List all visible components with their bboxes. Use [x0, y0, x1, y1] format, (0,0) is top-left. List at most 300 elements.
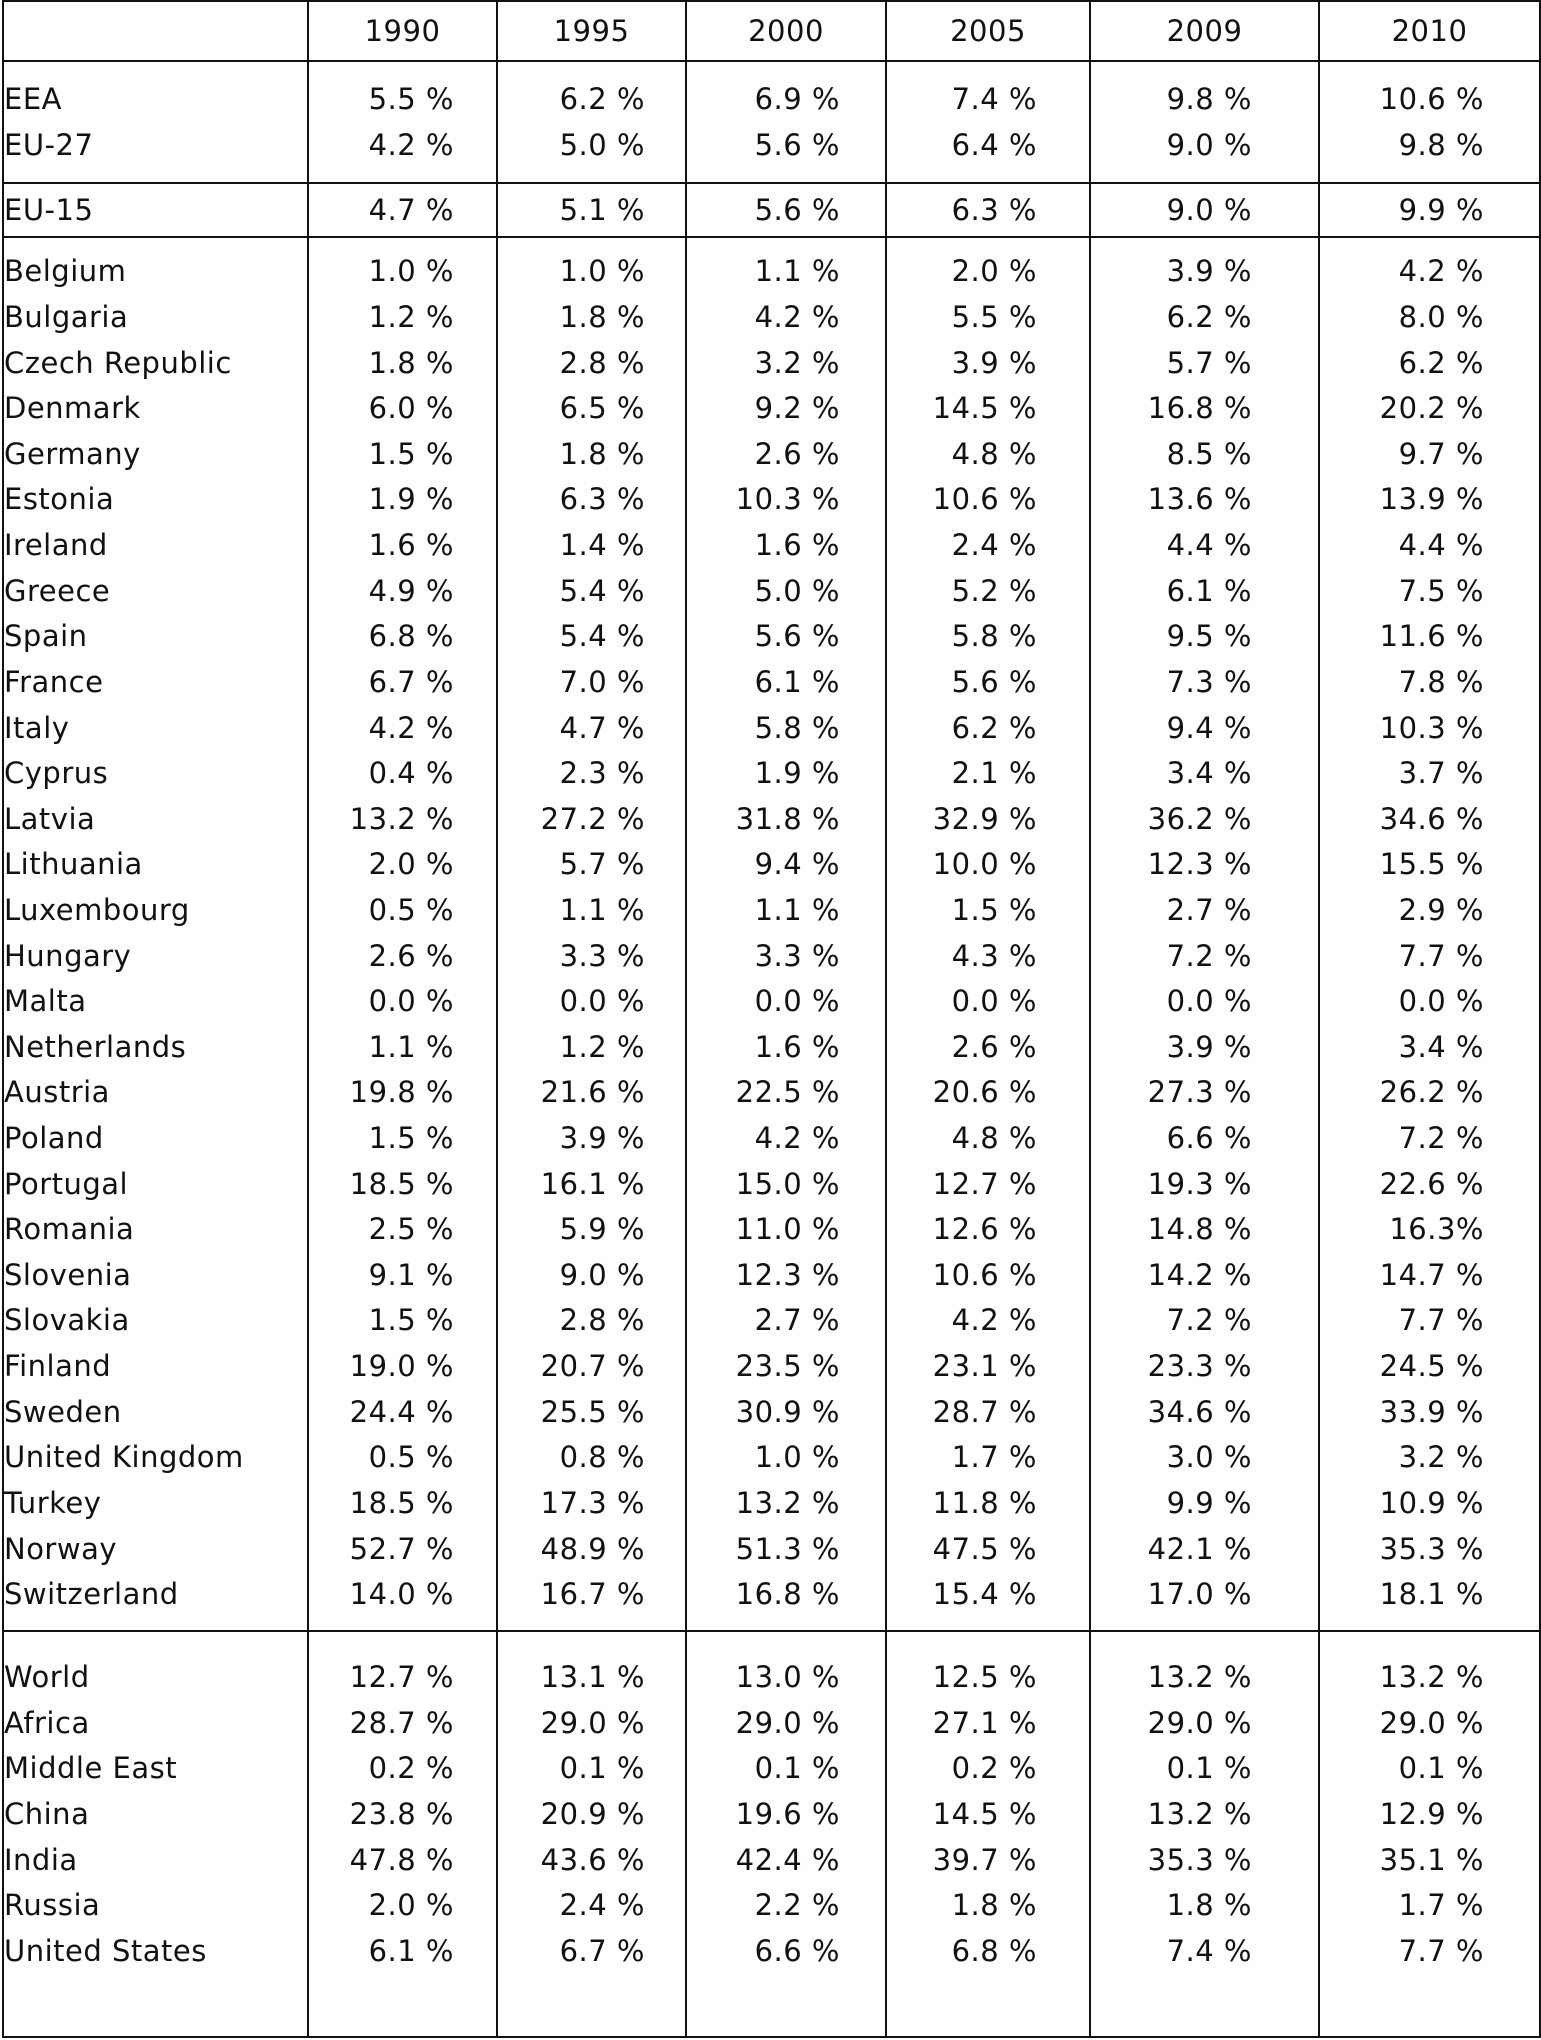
row-label: Romania	[3, 1206, 308, 1252]
value-cell: 10.6 %	[886, 477, 1090, 523]
value-cell: 23.8 %	[308, 1791, 497, 1837]
value-cell: 10.0 %	[886, 842, 1090, 888]
table-row	[3, 796, 1540, 842]
value-cell: 15.5 %	[1319, 842, 1540, 888]
value-cell: 4.7 %	[497, 705, 686, 751]
table-row	[3, 477, 1540, 523]
table-row	[3, 705, 1540, 751]
table-row	[3, 1115, 1540, 1161]
value-cell: 13.2 %	[1319, 1631, 1540, 1700]
value-cell: 31.8 %	[686, 796, 886, 842]
value-cell: 1.8 %	[886, 1882, 1090, 1928]
value-cell: 0.0 %	[308, 978, 497, 1024]
value-cell: 3.4 %	[1319, 1024, 1540, 1070]
value-cell: 6.3 %	[497, 477, 686, 523]
value-cell: 35.3 %	[1090, 1837, 1319, 1883]
table-row	[3, 1343, 1540, 1389]
value-cell: 5.6 %	[686, 122, 886, 183]
value-cell: 5.8 %	[686, 705, 886, 751]
value-cell: 3.2 %	[1319, 1434, 1540, 1480]
value-cell: 5.2 %	[886, 568, 1090, 614]
table-row	[3, 385, 1540, 431]
value-cell: 2.2 %	[686, 1882, 886, 1928]
row-label: Belgium	[3, 237, 308, 294]
table-row	[3, 933, 1540, 979]
value-cell: 1.4 %	[497, 522, 686, 568]
row-label: Poland	[3, 1115, 308, 1161]
value-cell: 4.4 %	[1090, 522, 1319, 568]
value-cell: 29.0 %	[1319, 1700, 1540, 1746]
value-cell: 6.1 %	[1090, 568, 1319, 614]
value-cell: 12.5 %	[886, 1631, 1090, 1700]
value-cell: 0.0 %	[497, 978, 686, 1024]
spacer-row	[3, 1974, 1540, 2037]
value-cell: 20.9 %	[497, 1791, 686, 1837]
value-cell: 1.8 %	[308, 340, 497, 386]
value-cell: 9.5 %	[1090, 614, 1319, 660]
value-cell: 10.6 %	[886, 1252, 1090, 1298]
value-cell: 1.0 %	[497, 237, 686, 294]
value-cell: 20.7 %	[497, 1343, 686, 1389]
value-cell: 15.4 %	[886, 1571, 1090, 1630]
value-cell: 0.1 %	[1319, 1746, 1540, 1792]
value-cell: 7.3 %	[1090, 659, 1319, 705]
table-row	[3, 1631, 1540, 1700]
value-cell: 6.2 %	[886, 705, 1090, 751]
value-cell: 13.2 %	[1090, 1791, 1319, 1837]
value-cell: 2.9 %	[1319, 887, 1540, 933]
table-row	[3, 522, 1540, 568]
value-cell: 5.7 %	[1090, 340, 1319, 386]
value-cell: 6.8 %	[886, 1928, 1090, 1974]
table-row	[3, 614, 1540, 660]
value-cell: 12.3 %	[1090, 842, 1319, 888]
value-cell: 0.5 %	[308, 887, 497, 933]
value-cell: 5.4 %	[497, 568, 686, 614]
value-cell: 1.0 %	[686, 1434, 886, 1480]
value-cell: 16.7 %	[497, 1571, 686, 1630]
value-cell: 2.6 %	[686, 431, 886, 477]
value-cell: 2.7 %	[686, 1298, 886, 1344]
countries-section	[3, 237, 1540, 1630]
value-cell: 6.6 %	[1090, 1115, 1319, 1161]
value-cell: 1.1 %	[308, 1024, 497, 1070]
value-cell: 8.0 %	[1319, 294, 1540, 340]
value-cell: 12.9 %	[1319, 1791, 1540, 1837]
value-cell: 34.6 %	[1090, 1389, 1319, 1435]
renewables-share-table	[2, 0, 1541, 2038]
table-row	[3, 1700, 1540, 1746]
aggregates-section	[3, 61, 1540, 183]
value-cell: 1.8 %	[497, 431, 686, 477]
value-cell: 35.3 %	[1319, 1526, 1540, 1572]
value-cell: 1.1 %	[497, 887, 686, 933]
value-cell: 13.2 %	[686, 1480, 886, 1526]
row-label: Malta	[3, 978, 308, 1024]
header-row	[3, 1, 1540, 61]
value-cell: 1.6 %	[308, 522, 497, 568]
value-cell: 1.2 %	[497, 1024, 686, 1070]
value-cell: 3.3 %	[686, 933, 886, 979]
value-cell: 32.9 %	[886, 796, 1090, 842]
value-cell: 1.1 %	[686, 237, 886, 294]
table-row	[3, 1161, 1540, 1207]
empty-cell	[308, 1974, 497, 2037]
value-cell: 3.9 %	[497, 1115, 686, 1161]
value-cell: 2.0 %	[308, 1882, 497, 1928]
value-cell: 6.2 %	[1319, 340, 1540, 386]
value-cell: 16.8 %	[1090, 385, 1319, 431]
value-cell: 47.8 %	[308, 1837, 497, 1883]
row-label: Turkey	[3, 1480, 308, 1526]
value-cell: 9.8 %	[1090, 61, 1319, 122]
table-row	[3, 750, 1540, 796]
row-label: India	[3, 1837, 308, 1883]
table-row	[3, 978, 1540, 1024]
row-label: United Kingdom	[3, 1434, 308, 1480]
value-cell: 4.7 %	[308, 183, 497, 237]
value-cell: 14.2 %	[1090, 1252, 1319, 1298]
value-cell: 19.0 %	[308, 1343, 497, 1389]
value-cell: 3.7 %	[1319, 750, 1540, 796]
row-label: Denmark	[3, 385, 308, 431]
value-cell: 13.0 %	[686, 1631, 886, 1700]
value-cell: 27.1 %	[886, 1700, 1090, 1746]
value-cell: 52.7 %	[308, 1526, 497, 1572]
empty-cell	[886, 1974, 1090, 2037]
value-cell: 4.4 %	[1319, 522, 1540, 568]
value-cell: 6.4 %	[886, 122, 1090, 183]
row-label: United States	[3, 1928, 308, 1974]
value-cell: 6.1 %	[686, 659, 886, 705]
table-row	[3, 1882, 1540, 1928]
value-cell: 9.7 %	[1319, 431, 1540, 477]
value-cell: 7.7 %	[1319, 933, 1540, 979]
value-cell: 5.9 %	[497, 1206, 686, 1252]
row-label: EEA	[3, 61, 308, 122]
value-cell: 1.5 %	[308, 1115, 497, 1161]
value-cell: 0.0 %	[1319, 978, 1540, 1024]
row-label: Lithuania	[3, 842, 308, 888]
value-cell: 7.2 %	[1090, 933, 1319, 979]
row-label: Slovenia	[3, 1252, 308, 1298]
table-row	[3, 1434, 1540, 1480]
empty-cell	[1319, 1974, 1540, 2037]
value-cell: 7.7 %	[1319, 1928, 1540, 1974]
table-row	[3, 61, 1540, 122]
value-cell: 4.2 %	[308, 122, 497, 183]
value-cell: 24.4 %	[308, 1389, 497, 1435]
value-cell: 2.1 %	[886, 750, 1090, 796]
value-cell: 14.0 %	[308, 1571, 497, 1630]
table-row	[3, 842, 1540, 888]
value-cell: 1.5 %	[308, 431, 497, 477]
table-row	[3, 1298, 1540, 1344]
value-cell: 7.4 %	[1090, 1928, 1319, 1974]
empty-cell	[686, 1974, 886, 2037]
value-cell: 12.7 %	[886, 1161, 1090, 1207]
value-cell: 20.6 %	[886, 1070, 1090, 1116]
row-label: Estonia	[3, 477, 308, 523]
row-label: Switzerland	[3, 1571, 308, 1630]
row-label: Middle East	[3, 1746, 308, 1792]
value-cell: 0.1 %	[497, 1746, 686, 1792]
value-cell: 7.0 %	[497, 659, 686, 705]
value-cell: 17.0 %	[1090, 1571, 1319, 1630]
value-cell: 10.9 %	[1319, 1480, 1540, 1526]
value-cell: 5.6 %	[686, 183, 886, 237]
value-cell: 4.2 %	[308, 705, 497, 751]
year-header: 1995	[497, 1, 686, 61]
value-cell: 1.9 %	[308, 477, 497, 523]
value-cell: 4.3 %	[886, 933, 1090, 979]
value-cell: 3.4 %	[1090, 750, 1319, 796]
value-cell: 43.6 %	[497, 1837, 686, 1883]
value-cell: 3.3 %	[497, 933, 686, 979]
value-cell: 2.8 %	[497, 340, 686, 386]
value-cell: 1.0 %	[308, 237, 497, 294]
value-cell: 3.9 %	[1090, 1024, 1319, 1070]
table-row	[3, 237, 1540, 294]
row-label: Finland	[3, 1343, 308, 1389]
empty-cell	[497, 1974, 686, 2037]
table-row	[3, 1252, 1540, 1298]
table-row	[3, 887, 1540, 933]
value-cell: 0.2 %	[886, 1746, 1090, 1792]
value-cell: 19.6 %	[686, 1791, 886, 1837]
table-row	[3, 1746, 1540, 1792]
value-cell: 6.8 %	[308, 614, 497, 660]
value-cell: 33.9 %	[1319, 1389, 1540, 1435]
value-cell: 13.2 %	[1090, 1631, 1319, 1700]
value-cell: 10.3 %	[686, 477, 886, 523]
value-cell: 17.3 %	[497, 1480, 686, 1526]
row-label: France	[3, 659, 308, 705]
value-cell: 5.4 %	[497, 614, 686, 660]
value-cell: 1.5 %	[308, 1298, 497, 1344]
value-cell: 19.3 %	[1090, 1161, 1319, 1207]
table-row	[3, 340, 1540, 386]
year-header: 2010	[1319, 1, 1540, 61]
value-cell: 29.0 %	[1090, 1700, 1319, 1746]
value-cell: 7.5 %	[1319, 568, 1540, 614]
value-cell: 9.0 %	[497, 1252, 686, 1298]
value-cell: 2.7 %	[1090, 887, 1319, 933]
value-cell: 6.2 %	[497, 61, 686, 122]
value-cell: 9.1 %	[308, 1252, 497, 1298]
value-cell: 13.2 %	[308, 796, 497, 842]
value-cell: 13.6 %	[1090, 477, 1319, 523]
row-label: Netherlands	[3, 1024, 308, 1070]
value-cell: 7.7 %	[1319, 1298, 1540, 1344]
row-label: Russia	[3, 1882, 308, 1928]
value-cell: 0.2 %	[308, 1746, 497, 1792]
value-cell: 35.1 %	[1319, 1837, 1540, 1883]
table-row	[3, 183, 1540, 237]
value-cell: 6.3 %	[886, 183, 1090, 237]
value-cell: 0.8 %	[497, 1434, 686, 1480]
table-row	[3, 1480, 1540, 1526]
value-cell: 3.9 %	[1090, 237, 1319, 294]
value-cell: 12.7 %	[308, 1631, 497, 1700]
value-cell: 11.8 %	[886, 1480, 1090, 1526]
value-cell: 48.9 %	[497, 1526, 686, 1572]
value-cell: 27.3 %	[1090, 1070, 1319, 1116]
value-cell: 29.0 %	[686, 1700, 886, 1746]
value-cell: 4.9 %	[308, 568, 497, 614]
value-cell: 1.6 %	[686, 1024, 886, 1070]
value-cell: 9.2 %	[686, 385, 886, 431]
value-cell: 12.6 %	[886, 1206, 1090, 1252]
value-cell: 4.2 %	[686, 294, 886, 340]
year-header: 2000	[686, 1, 886, 61]
value-cell: 4.8 %	[886, 431, 1090, 477]
value-cell: 23.5 %	[686, 1343, 886, 1389]
value-cell: 9.9 %	[1090, 1480, 1319, 1526]
value-cell: 2.6 %	[886, 1024, 1090, 1070]
value-cell: 13.9 %	[1319, 477, 1540, 523]
value-cell: 6.2 %	[1090, 294, 1319, 340]
table-row	[3, 1070, 1540, 1116]
row-label: China	[3, 1791, 308, 1837]
value-cell: 5.6 %	[686, 614, 886, 660]
value-cell: 26.2 %	[1319, 1070, 1540, 1116]
value-cell: 0.0 %	[1090, 978, 1319, 1024]
value-cell: 3.0 %	[1090, 1434, 1319, 1480]
table-row	[3, 1928, 1540, 1974]
value-cell: 4.2 %	[886, 1298, 1090, 1344]
table-row	[3, 431, 1540, 477]
value-cell: 18.1 %	[1319, 1571, 1540, 1630]
table-row	[3, 568, 1540, 614]
value-cell: 29.0 %	[497, 1700, 686, 1746]
row-label: EU-15	[3, 183, 308, 237]
value-cell: 2.8 %	[497, 1298, 686, 1344]
value-cell: 1.6 %	[686, 522, 886, 568]
row-label: Cyprus	[3, 750, 308, 796]
table-row	[3, 1837, 1540, 1883]
value-cell: 9.9 %	[1319, 183, 1540, 237]
value-cell: 19.8 %	[308, 1070, 497, 1116]
value-cell: 12.3 %	[686, 1252, 886, 1298]
row-label: Sweden	[3, 1389, 308, 1435]
table-row	[3, 122, 1540, 183]
value-cell: 1.1 %	[686, 887, 886, 933]
row-label: EU-27	[3, 122, 308, 183]
table-row	[3, 1571, 1540, 1630]
value-cell: 6.7 %	[308, 659, 497, 705]
value-cell: 51.3 %	[686, 1526, 886, 1572]
value-cell: 0.4 %	[308, 750, 497, 796]
value-cell: 2.3 %	[497, 750, 686, 796]
value-cell: 1.7 %	[1319, 1882, 1540, 1928]
table-row	[3, 659, 1540, 705]
value-cell: 5.5 %	[308, 61, 497, 122]
value-cell: 5.0 %	[686, 568, 886, 614]
row-label: Greece	[3, 568, 308, 614]
value-cell: 24.5 %	[1319, 1343, 1540, 1389]
value-cell: 9.4 %	[686, 842, 886, 888]
row-label: Czech Republic	[3, 340, 308, 386]
value-cell: 2.0 %	[886, 237, 1090, 294]
value-cell: 16.8 %	[686, 1571, 886, 1630]
value-cell: 22.6 %	[1319, 1161, 1540, 1207]
value-cell: 23.3 %	[1090, 1343, 1319, 1389]
empty-cell	[3, 1974, 308, 2037]
value-cell: 9.4 %	[1090, 705, 1319, 751]
value-cell: 1.8 %	[1090, 1882, 1319, 1928]
value-cell: 7.4 %	[886, 61, 1090, 122]
value-cell: 2.4 %	[497, 1882, 686, 1928]
value-cell: 4.8 %	[886, 1115, 1090, 1161]
value-cell: 5.6 %	[886, 659, 1090, 705]
value-cell: 2.0 %	[308, 842, 497, 888]
value-cell: 10.6 %	[1319, 61, 1540, 122]
corner-cell	[3, 1, 308, 61]
year-header: 2009	[1090, 1, 1319, 61]
value-cell: 10.3 %	[1319, 705, 1540, 751]
row-label: Spain	[3, 614, 308, 660]
row-label: Hungary	[3, 933, 308, 979]
value-cell: 0.5 %	[308, 1434, 497, 1480]
value-cell: 47.5 %	[886, 1526, 1090, 1572]
value-cell: 28.7 %	[308, 1700, 497, 1746]
value-cell: 7.2 %	[1319, 1115, 1540, 1161]
value-cell: 3.9 %	[886, 340, 1090, 386]
value-cell: 2.5 %	[308, 1206, 497, 1252]
value-cell: 34.6 %	[1319, 796, 1540, 842]
value-cell: 18.5 %	[308, 1161, 497, 1207]
row-label: Luxembourg	[3, 887, 308, 933]
value-cell: 5.1 %	[497, 183, 686, 237]
value-cell: 1.8 %	[497, 294, 686, 340]
value-cell: 42.4 %	[686, 1837, 886, 1883]
value-cell: 25.5 %	[497, 1389, 686, 1435]
empty-cell	[1090, 1974, 1319, 2037]
value-cell: 4.2 %	[1319, 237, 1540, 294]
value-cell: 6.5 %	[497, 385, 686, 431]
value-cell: 2.6 %	[308, 933, 497, 979]
value-cell: 36.2 %	[1090, 796, 1319, 842]
value-cell: 8.5 %	[1090, 431, 1319, 477]
value-cell: 0.0 %	[886, 978, 1090, 1024]
row-label: Africa	[3, 1700, 308, 1746]
value-cell: 1.7 %	[886, 1434, 1090, 1480]
row-label: Norway	[3, 1526, 308, 1572]
value-cell: 2.4 %	[886, 522, 1090, 568]
value-cell: 14.7 %	[1319, 1252, 1540, 1298]
value-cell: 1.5 %	[886, 887, 1090, 933]
row-label: Germany	[3, 431, 308, 477]
value-cell: 1.2 %	[308, 294, 497, 340]
row-label: Ireland	[3, 522, 308, 568]
world-section	[3, 1631, 1540, 2037]
table-row	[3, 1206, 1540, 1252]
value-cell: 23.1 %	[886, 1343, 1090, 1389]
value-cell: 27.2 %	[497, 796, 686, 842]
value-cell: 7.2 %	[1090, 1298, 1319, 1344]
value-cell: 9.0 %	[1090, 183, 1319, 237]
row-label: Slovakia	[3, 1298, 308, 1344]
value-cell: 5.5 %	[886, 294, 1090, 340]
value-cell: 4.2 %	[686, 1115, 886, 1161]
value-cell: 16.1 %	[497, 1161, 686, 1207]
value-cell: 6.0 %	[308, 385, 497, 431]
value-cell: 14.5 %	[886, 1791, 1090, 1837]
value-cell: 13.1 %	[497, 1631, 686, 1700]
table-row	[3, 1526, 1540, 1572]
table-row	[3, 1024, 1540, 1070]
